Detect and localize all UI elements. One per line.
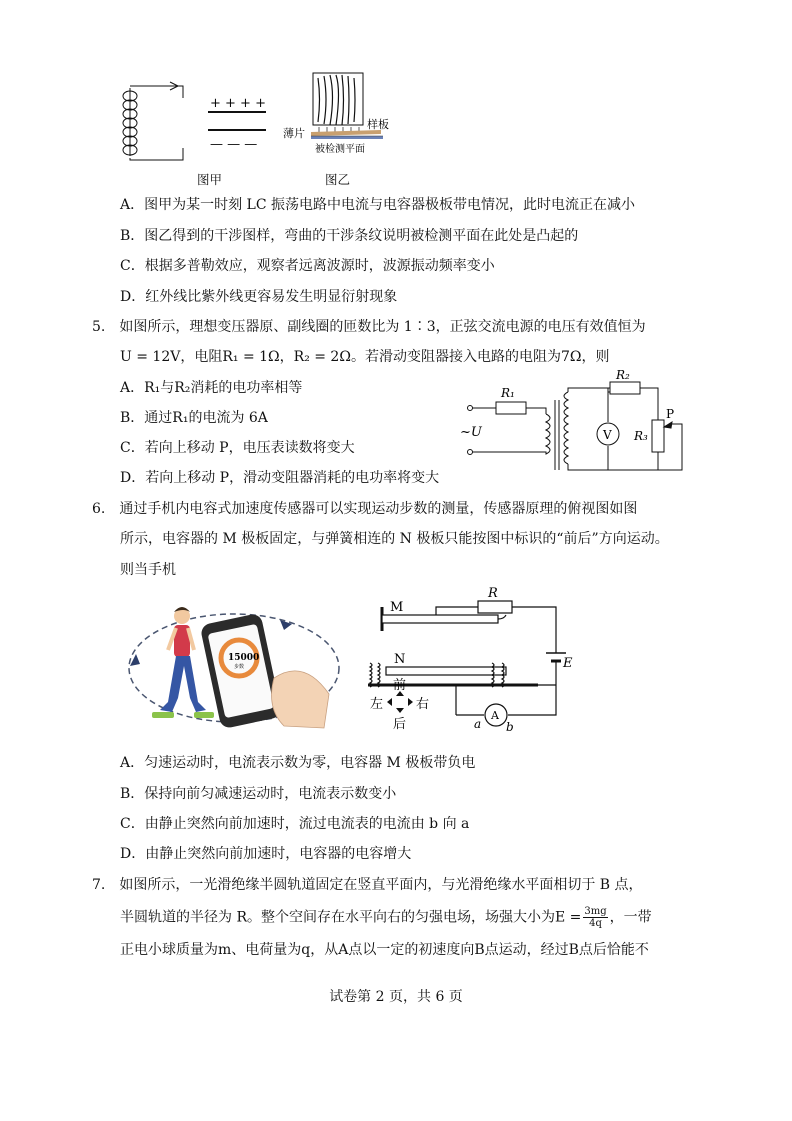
fig-q6-e: E [563,656,573,671]
q5-option-d: D．若向上移动 P，滑动变阻器消耗的电功率将变大 [120,470,440,486]
fig-q6-a-lower: a [474,717,482,731]
q7-line2-post: ，一带 [609,909,652,926]
fig-b-thin: 薄片 [283,127,305,140]
fig-q5-r3: R₃ [634,429,648,443]
figure-sensor-circuit [356,586,576,737]
q5-option-c: C．若向上移动 P，电压表读数将变大 [120,440,355,456]
fig-q5-source: ~U [460,425,482,440]
q7-line2-pre: 半圆轨道的半径为 R。整个空间存在水平向右的匀强电场，场强大小为E = [120,909,582,926]
q6-stem-line3: 则当手机 [120,562,176,578]
fig-a-plus: + + + + [210,96,266,111]
q6-option-a: A．匀速运动时，电流表示数为零，电容器 M 极板带负电 [120,755,476,771]
fig-q5-r1: R₁ [501,386,515,400]
q6-stem-line1: 6. 通过手机内电容式加速度传感器可以实现运动步数的测量，传感器原理的俯视图如图 [92,501,638,517]
q6-stem-line2: 所示，电容器的 M 极板固定，与弹簧相连的 N 极板只能按图中标识的“前后”方向运动。 [120,531,669,547]
fig-q6-b-lower: b [506,720,514,734]
figure-walking-phone [124,598,344,738]
q6-option-d: D．由静止突然向前加速时，电容器的电容增大 [120,846,412,862]
fig-q6-r: R [488,586,498,601]
figure-lc-circuit [118,78,268,168]
q6-option-b: B．保持向前匀减速运动时，电流表示数变小 [120,786,397,802]
fig-q6-back: 后 [393,717,407,732]
q6-option-c: C．由静止突然向前加速时，流过电流表的电流由 b 向 a [120,816,470,832]
field-fraction [583,906,607,929]
fig-q6-a: A [491,709,499,722]
fig-q6-right: 右 [416,697,430,712]
fig-q5-r2: R₂ [616,368,630,382]
q4-option-b: B．图乙得到的干涉图样，弯曲的干涉条纹说明被检测平面在此处是凸起的 [120,228,579,244]
q7-line2 [120,906,652,929]
fig-b-caption: 图乙 [325,172,351,187]
fig-q6-front: 前 [393,678,407,693]
fig-q6-n: N [394,652,406,667]
q5-option-a: A．R₁与R₂消耗的电功率相等 [120,380,303,396]
fig-q5-p: P [666,407,675,421]
fig-b-surface: 被检测平面 [315,144,365,155]
q7-line1: 7. 如图所示，一光滑绝缘半圆轨道固定在竖直平面内，与光滑绝缘水平面相切于 B 点， [92,877,643,893]
fig-q6-m: M [390,600,404,615]
phone-unit: 步数 [234,664,245,670]
page-footer: 试卷第 2 页，共 6 页 [329,989,463,1005]
fig-a-minus: — — — [210,137,258,152]
q4-option-c: C．根据多普勒效应，观察者远离波源时，波源振动频率变小 [120,258,495,274]
figure-transformer-circuit [458,370,698,480]
q7-line3: 正电小球质量为m、电荷量为q，从A点以一定的初速度向B点运动，经过B点后恰能不 [120,942,649,958]
phone-steps: 15000 [228,653,260,663]
q5-option-b: B．通过R₁的电流为 6A [120,410,268,426]
q4-option-a: A．图甲为某一时刻 LC 振荡电路中电流与电容器极板带电情况，此时电流正在减小 [120,197,636,213]
fig-b-sample: 样板 [367,118,389,131]
q4-option-d: D．红外线比紫外线更容易发生明显衍射现象 [120,289,398,305]
fig-q6-left: 左 [370,697,384,712]
frac-numerator: 3mg [584,906,607,917]
frac-denominator: 4q [589,918,602,929]
figure-interference [283,70,393,160]
fig-a-caption: 图甲 [197,172,223,187]
fig-q5-v: V [603,428,612,442]
q5-stem-line1: 5. 如图所示，理想变压器原、副线圈的匝数比为 1∶3，正弦交流电源的电压有效值恒为 [92,319,646,335]
q5-stem-line2: U = 12V，电阻R₁ = 1Ω，R₂ = 2Ω。若滑动变阻器接入电路的电阻为7Ω，则 [120,349,610,365]
